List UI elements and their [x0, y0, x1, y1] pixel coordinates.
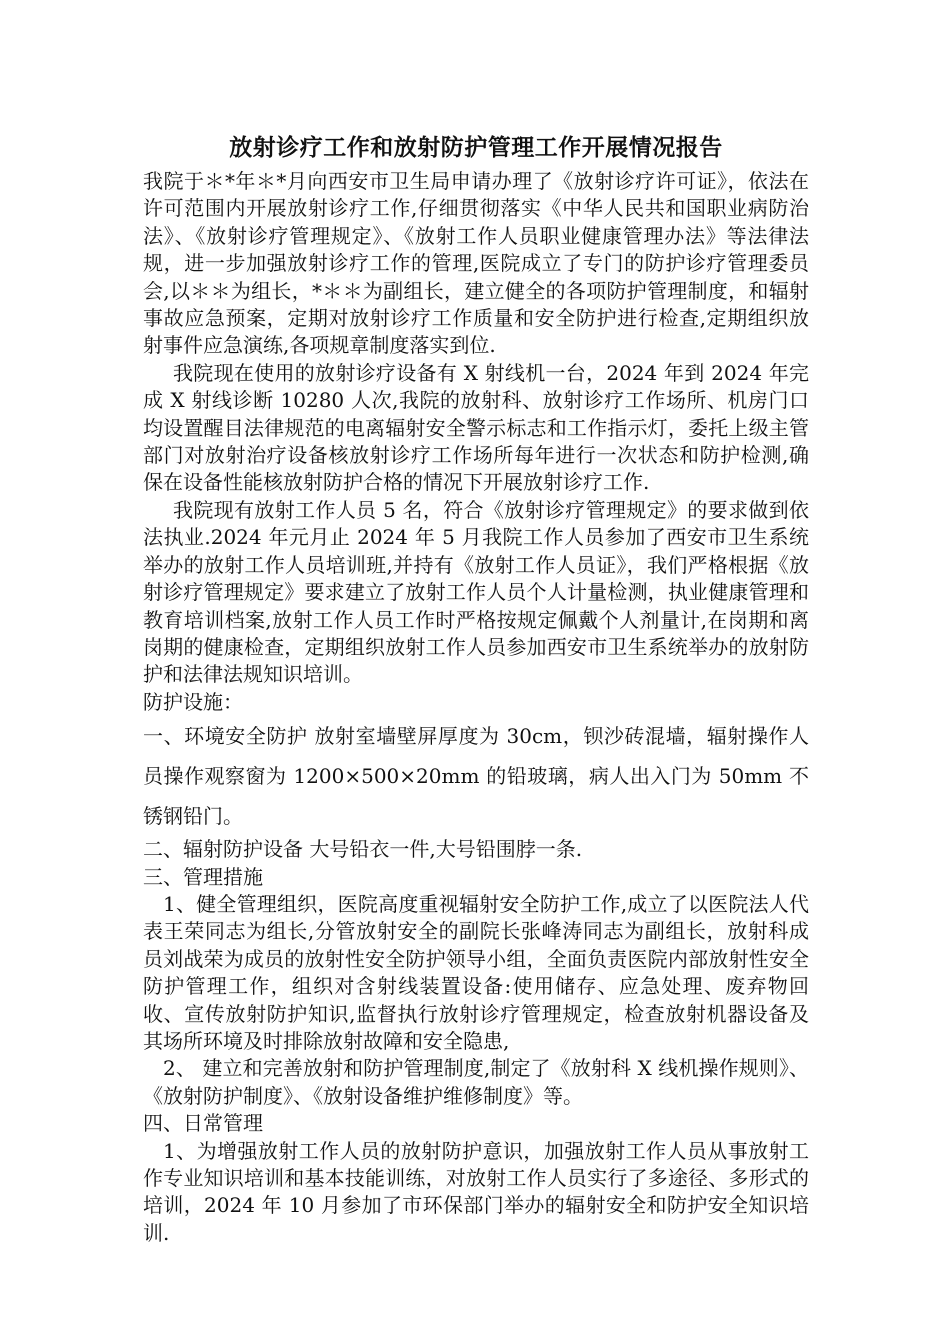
paragraph-intro: 我院于＊*年＊*月向西安市卫生局申请办理了《放射诊疗许可证》，依法在许可范围内开展放射诊疗工作,仔细贯彻落实《中华人民共和国职业病防治法》、《放射诊疗管理规定》、《放射工作人员职业健康管理办法》等法律法规，进一步加强放射诊疗工作的管理,医院成立了专门的防护诊疗管理委员会,以＊＊为组长，*＊＊为副组长，建立健全的各项防护管理制度，和辐射事故应急预案，定期对放射诊疗工作质量和安全防护进行检查,定期组织放射事件应急演练,各项规章制度落实到位.	[143, 169, 809, 358]
paragraph-equipment: 我院现在使用的放射诊疗设备有 X 射线机一台，2024 年到 2024 年完成 X 射线诊断 10280 人次,我院的放射科、放射诊疗工作场所、机房门口均设置醒目法律规范的电离辐射安全警示标志和工作指示灯，委托上级主管部门对放射治疗设备核放射诊疗工作场所每年进行一次状态和防护检测,确保在设备性能核放射防护合格的情况下开展放射诊疗工作.	[143, 360, 809, 495]
section-heading-daily: 四、日常管理	[143, 1111, 263, 1136]
paragraph-management-rules: 2、 建立和完善放射和防护管理制度,制定了《放射科 X 线机操作规则》、《放射防护制度》、《放射设备维护维修制度》等。	[143, 1056, 809, 1108]
document-title: 放射诊疗工作和放射防护管理工作开展情况报告	[229, 134, 723, 161]
document-page	[143, 128, 809, 1247]
section-heading-facilities: 防护设施：	[143, 689, 243, 714]
paragraph-management-organization: 1、健全管理组织，医院高度重视辐射安全防护工作,成立了以医院法人代表王荣同志为组长,分管放射安全的副院长张峰涛同志为副组长，放射科成员刘战荣为成员的放射性安全防护领导小组，全面负责医院内部放射性安全防护管理工作，组织对含射线装置设备:使用储存、应急处理、废弃物回收、宣传放射防护知识,监督执行放射诊疗管理规定，检查放射机器设备及其场所环境及时排除放射故障和安全隐患,	[143, 891, 809, 1053]
paragraph-environment-protection: 一、环境安全防护 放射室墙壁屏厚度为 30cm，钡沙砖混墙，辐射操作人员操作观察窗为 1200×500×20mm 的铅玻璃，病人出入门为 50mm 不锈钢铅门。	[143, 724, 809, 829]
paragraph-protection-equipment: 二、辐射防护设备 大号铅衣一件,大号铅围脖一条.	[143, 837, 583, 862]
paragraph-staff: 我院现有放射工作人员 5 名，符合《放射诊疗管理规定》的要求做到依法执业.2024 年元月止 2024 年 5 月我院工作人员参加了西安市卫生系统举办的放射工作人员培训班,并持有《放射工作人员证》，我们严格根据《放射诊疗管理规定》要求建立了放射工作人员个人计量检测，执业健康管理和教育培训档案,放射工作人员工作时严格按规定佩戴个人剂量计,在岗期和离岗期的健康检查，定期组织放射工作人员参加西安市卫生系统举办的放射防护和法律法规知识培训。	[143, 497, 809, 687]
section-heading-management: 三、管理措施	[143, 864, 263, 889]
paragraph-training: 1、为增强放射工作人员的放射防护意识，加强放射工作人员从事放射工作专业知识培训和基本技能训练，对放射工作人员实行了多途径、多形式的培训，2024 年 10 月参加了市环保部门举办的辐射安全和防护安全知识培训.	[143, 1138, 809, 1245]
